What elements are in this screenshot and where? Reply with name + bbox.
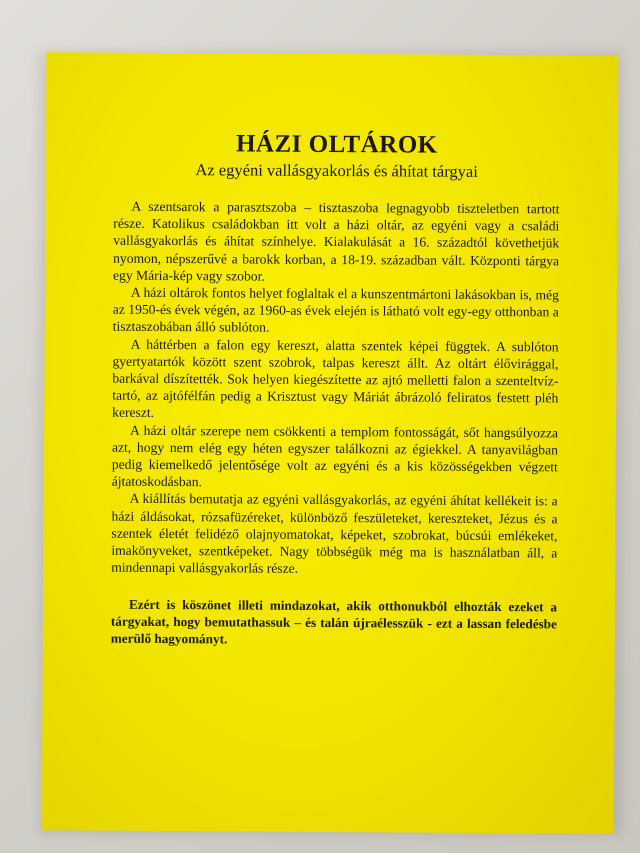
paragraph-hatterben: A háttérben a falon egy kereszt, alatta szentek képei függtek. A sublóton gyertyatartók között szent szobrok, talpas kereszt állt. Az oltárt élővirággal, barkával díszítették. Sok helyen kiegészítette az ajtó melletti falon a szenteltvíz-tartó, az ajtófélfán pedig a Krisztust vagy Máriát ábrázoló feliratos festett pléh kereszt. bbox=[112, 336, 559, 421]
notice-subtitle: Az egyéni vallásgyakorlás és áhítat tárgyai bbox=[195, 160, 478, 181]
notice-title: HÁZI OLTÁROK bbox=[235, 130, 438, 159]
paragraph-kunszentmartoni: A házi oltárok fontos helyet foglaltak el a kunszentmártoni lakásokban is, még az 1950-és évek végén, az 1960-as évek elején is látható volt egy-egy otthonban a tisztaszobában álló sublóton. bbox=[112, 284, 559, 336]
paragraph-kiallitas: A kiállítás bemutatja az egyéni vallásgyakorlás, az egyéni áhítat kellékeit is: a házi áldásokat, rózsafüzéreket, különböző feszületeket, kereszteket, Jézus és a szentek életét felidéző olajnyomatokat, képeket, szobrokat, búcsúi emlékeket, imakönyveket, szentképeket. Nagy többségük még ma is használatban áll, a mindennapi vallásgyakorlás része. bbox=[111, 491, 558, 577]
yellow-notice-sheet bbox=[42, 52, 619, 833]
thanks-paragraph: Ezért is köszönet illeti mindazokat, akik otthonukból elhozták ezeket a tárgyakat, hogy bemutathassuk – és talán újraélesszük - ezt a lassan feledésbe merülő hagyományt. bbox=[110, 597, 558, 647]
notice-body bbox=[111, 198, 559, 579]
paragraph-szentsarok: A szentsarok a parasztszoba – tisztaszoba legnagyobb tiszteletben tartott része. Katolikus családokban itt volt a házi oltár, az egyéni vagy a családi vallásgyakorlás és áhítat színhelye. Kialakulását a 16. századtól követhetjük nyomon, népszerűvé a barokk korban, a 18-19. században vált. Központi tárgya egy Mária-kép vagy szobor. bbox=[112, 198, 560, 284]
paragraph-templom: A házi oltár szerepe nem csökkenti a templom fontosságát, sőt hangsúlyozza azt, hogy nem elég egy héten egyszer találkozni az égiekkel. A tanyavilágban pedig kiemelkedő jelentősége volt az egyéni és a kis közösségekben végzett ájtatoskodásban. bbox=[111, 422, 559, 490]
